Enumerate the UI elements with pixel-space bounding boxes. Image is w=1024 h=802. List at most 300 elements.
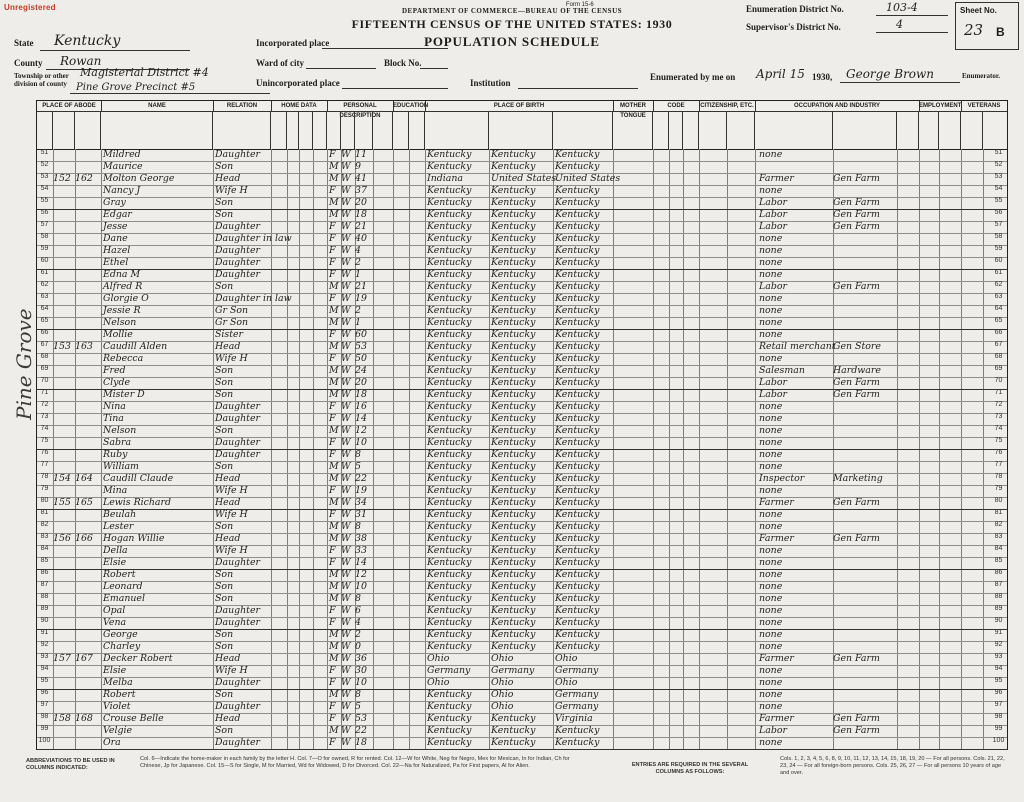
line-number-right: 73 — [994, 413, 1003, 420]
supervisor-label: Supervisor's District No. — [746, 22, 841, 32]
mother-cell: Ohio — [555, 677, 578, 688]
line-number: 70 — [40, 377, 49, 384]
line-number-right: 92 — [994, 641, 1003, 648]
age-cell: 16 — [355, 401, 367, 412]
line-number: 86 — [40, 569, 49, 576]
sex-cell: F — [329, 185, 336, 196]
occupation-cell: none — [759, 521, 783, 532]
footer-entries-title: ENTRIES ARE REQUIRED IN THE SEVERAL COLUMNS AS FOLLOWS: — [631, 762, 749, 775]
header-column-rule — [408, 111, 409, 149]
race-cell: W — [341, 293, 351, 304]
father-cell: Kentucky — [491, 533, 536, 544]
sex-cell: M — [329, 197, 339, 208]
sex-cell: M — [329, 473, 339, 484]
line-number: 91 — [40, 629, 49, 636]
ward-underline — [306, 68, 376, 69]
dwelling-cell — [53, 665, 75, 677]
age-cell: 18 — [355, 209, 367, 220]
line-number: 61 — [40, 269, 49, 276]
name-cell: Nancy J — [103, 185, 141, 196]
line-number: 88 — [40, 593, 49, 600]
sex-cell: F — [329, 257, 336, 268]
industry-cell: Gen Farm — [833, 197, 880, 208]
incorporated-label: Incorporated place — [256, 38, 330, 48]
enumerator-label: Enumerator. — [962, 72, 1001, 80]
dwelling-cell — [53, 317, 75, 329]
relation-cell: Daughter — [215, 617, 260, 628]
dwelling-cell: 155 — [53, 497, 71, 508]
sex-cell: F — [329, 509, 336, 520]
name-cell: Mina — [103, 485, 128, 496]
sex-cell: F — [329, 701, 336, 712]
name-cell: William — [103, 461, 139, 472]
mother-cell: Kentucky — [555, 365, 600, 376]
header-column-rule — [74, 111, 75, 149]
group-code: CODE — [653, 101, 700, 112]
relation-cell: Daughter — [215, 245, 260, 256]
line-number-right: 86 — [994, 569, 1003, 576]
mother-cell: Kentucky — [555, 569, 600, 580]
relation-cell: Son — [215, 593, 234, 604]
race-cell: W — [341, 569, 351, 580]
header-column-rule — [982, 111, 983, 149]
birth-cell: Kentucky — [427, 713, 472, 724]
industry-cell — [833, 581, 895, 593]
line-number: 52 — [40, 161, 49, 168]
relation-cell: Son — [215, 581, 234, 592]
header-column-rule — [354, 111, 355, 149]
relation-cell: Wife H — [215, 485, 248, 496]
industry-cell: Gen Farm — [833, 725, 880, 736]
line-number-right: 82 — [994, 521, 1003, 528]
industry-cell: Gen Farm — [833, 533, 880, 544]
name-cell: Charley — [103, 641, 141, 652]
group-personal-description: PERSONAL DESCRIPTION — [327, 101, 394, 112]
mother-cell: Germany — [555, 665, 599, 676]
name-cell: Lester — [103, 521, 134, 532]
sex-cell: F — [329, 665, 336, 676]
father-cell: Kentucky — [491, 149, 536, 160]
header-column-rule — [286, 111, 287, 149]
occupation-cell: Labor — [759, 281, 787, 292]
industry-cell — [833, 629, 895, 641]
line-number: 89 — [40, 605, 49, 612]
family-cell — [75, 581, 99, 593]
line-number: 81 — [40, 509, 49, 516]
name-cell: Della — [103, 545, 128, 556]
line-number: 57 — [40, 221, 49, 228]
name-cell: Elsie — [103, 557, 127, 568]
line-number-right: 81 — [994, 509, 1003, 516]
line-number: 94 — [40, 665, 49, 672]
birth-cell: Kentucky — [427, 377, 472, 388]
dwelling-cell — [53, 185, 75, 197]
birth-cell: Kentucky — [427, 425, 472, 436]
unincorporated-label: Unincorporated place — [256, 78, 340, 88]
race-cell: W — [341, 149, 351, 160]
occupation-cell: none — [759, 293, 783, 304]
family-cell — [75, 245, 99, 257]
name-cell: Dane — [103, 233, 128, 244]
race-cell: W — [341, 185, 351, 196]
industry-cell — [833, 353, 895, 365]
birth-cell: Kentucky — [427, 281, 472, 292]
birth-cell: Ohio — [427, 677, 450, 688]
sex-cell: F — [329, 149, 336, 160]
family-cell — [75, 377, 99, 389]
age-cell: 21 — [355, 281, 367, 292]
line-number-right: 83 — [994, 533, 1003, 540]
line-number-right: 66 — [994, 329, 1003, 336]
header-column-rule — [960, 111, 961, 149]
group-place-of-abode: PLACE OF ABODE — [37, 101, 102, 112]
race-cell: W — [341, 485, 351, 496]
dwelling-cell — [53, 257, 75, 269]
line-number: 63 — [40, 293, 49, 300]
group-occupation: OCCUPATION AND INDUSTRY — [755, 101, 920, 112]
industry-cell — [833, 461, 895, 473]
line-number: 80 — [40, 497, 49, 504]
line-number: 51 — [40, 149, 49, 156]
race-cell: W — [341, 341, 351, 352]
family-cell — [75, 317, 99, 329]
name-cell: Glorgie O — [103, 293, 149, 304]
sex-cell: M — [329, 305, 339, 316]
mother-cell: Kentucky — [555, 185, 600, 196]
father-cell: Kentucky — [491, 185, 536, 196]
dwelling-cell — [53, 269, 75, 281]
mother-cell: Kentucky — [555, 545, 600, 556]
mother-cell: Kentucky — [555, 149, 600, 160]
race-cell: W — [341, 653, 351, 664]
dwelling-cell — [53, 209, 75, 221]
age-cell: 20 — [355, 377, 367, 388]
dwelling-cell: 154 — [53, 473, 71, 484]
birth-cell: Kentucky — [427, 185, 472, 196]
father-cell: Kentucky — [491, 389, 536, 400]
birth-cell: Kentucky — [427, 641, 472, 652]
line-number-right: 100 — [992, 737, 1005, 744]
sex-cell: M — [329, 461, 339, 472]
line-number: 53 — [40, 173, 49, 180]
occupation-cell: Farmer — [759, 533, 794, 544]
header-column-rule — [896, 111, 897, 149]
race-cell: W — [341, 269, 351, 280]
line-number-right: 56 — [994, 209, 1003, 216]
mother-cell: Kentucky — [555, 197, 600, 208]
relation-cell: Wife H — [215, 185, 248, 196]
age-cell: 36 — [355, 653, 367, 664]
race-cell: W — [341, 317, 351, 328]
dwelling-cell — [53, 701, 75, 713]
occupation-cell: none — [759, 509, 783, 520]
block-underline — [420, 68, 448, 69]
sex-cell: F — [329, 545, 336, 556]
race-cell: W — [341, 209, 351, 220]
group-home-data: HOME DATA — [271, 101, 328, 112]
relation-cell: Daughter in law — [215, 293, 292, 304]
sex-cell: M — [329, 653, 339, 664]
mother-cell: Kentucky — [555, 161, 600, 172]
line-number: 76 — [40, 449, 49, 456]
family-cell — [75, 293, 99, 305]
occupation-cell: none — [759, 461, 783, 472]
header-column-rule — [698, 111, 699, 149]
father-cell: Kentucky — [491, 365, 536, 376]
line-number-right: 98 — [994, 713, 1003, 720]
name-cell: Beulah — [103, 509, 137, 520]
line-number-right: 77 — [994, 461, 1003, 468]
dwelling-cell — [53, 521, 75, 533]
sex-cell: M — [329, 341, 339, 352]
father-cell: Kentucky — [491, 521, 536, 532]
age-cell: 14 — [355, 557, 367, 568]
watermark-stamp: Unregistered — [4, 3, 56, 12]
dwelling-cell — [53, 581, 75, 593]
magisterial-district: Magisterial District #4 — [80, 66, 209, 79]
mother-cell: Kentucky — [555, 281, 600, 292]
birth-cell: Kentucky — [427, 197, 472, 208]
father-cell: Ohio — [491, 701, 514, 712]
age-cell: 5 — [355, 701, 361, 712]
mother-cell: Kentucky — [555, 293, 600, 304]
sex-cell: M — [329, 689, 339, 700]
enumerator-underline — [840, 82, 960, 83]
sex-cell: M — [329, 389, 339, 400]
sex-cell: F — [329, 449, 336, 460]
race-cell: W — [341, 437, 351, 448]
line-number: 96 — [40, 689, 49, 696]
father-cell: Kentucky — [491, 305, 536, 316]
line-number: 62 — [40, 281, 49, 288]
occupation-cell: none — [759, 257, 783, 268]
relation-cell: Head — [215, 653, 241, 664]
father-cell: Kentucky — [491, 221, 536, 232]
header-column-rule — [52, 111, 53, 149]
father-cell: Kentucky — [491, 401, 536, 412]
header-column-rule — [392, 111, 393, 149]
relation-cell: Head — [215, 497, 241, 508]
occupation-cell: none — [759, 317, 783, 328]
footer-entries: Cols. 1, 2, 3, 4, 5, 6, 8, 9, 10, 11, 12, 13, 14, 15, 18, 19, 20 — For all persons. Cols. 21, 22, 23, 24 — For all foreign-born persons. Cols. 25, 26, 27 — For all persons 10 years of age and over. — [780, 756, 1005, 776]
mother-cell: Kentucky — [555, 629, 600, 640]
occupation-cell: none — [759, 641, 783, 652]
line-number-right: 90 — [994, 617, 1003, 624]
institution-label: Institution — [470, 78, 511, 88]
group-employment: EMPLOYMENT — [919, 101, 962, 112]
relation-cell: Daughter — [215, 257, 260, 268]
relation-cell: Wife H — [215, 509, 248, 520]
industry-cell — [833, 605, 895, 617]
race-cell: W — [341, 197, 351, 208]
name-cell: Jessie R — [103, 305, 141, 316]
industry-cell — [833, 449, 895, 461]
age-cell: 53 — [355, 713, 367, 724]
father-cell: United States — [491, 173, 557, 184]
line-number: 77 — [40, 461, 49, 468]
relation-cell: Son — [215, 641, 234, 652]
birth-cell: Kentucky — [427, 737, 472, 748]
line-number: 97 — [40, 701, 49, 708]
race-cell: W — [341, 665, 351, 676]
name-cell: Caudill Alden — [103, 341, 168, 352]
birth-cell: Kentucky — [427, 581, 472, 592]
industry-cell — [833, 293, 895, 305]
race-cell: W — [341, 413, 351, 424]
relation-cell: Son — [215, 209, 234, 220]
father-cell: Kentucky — [491, 497, 536, 508]
family-cell — [75, 569, 99, 581]
birth-cell: Kentucky — [427, 209, 472, 220]
race-cell: W — [341, 473, 351, 484]
occupation-cell: none — [759, 353, 783, 364]
line-number-right: 97 — [994, 701, 1003, 708]
birth-cell: Kentucky — [427, 557, 472, 568]
father-cell: Kentucky — [491, 581, 536, 592]
mother-cell: Kentucky — [555, 497, 600, 508]
industry-cell — [833, 149, 895, 161]
dwelling-cell — [53, 593, 75, 605]
county-label: County — [14, 58, 43, 68]
sex-cell: M — [329, 425, 339, 436]
age-cell: 10 — [355, 581, 367, 592]
sex-cell: M — [329, 377, 339, 388]
township-value: Pine Grove Precinct #5 — [76, 82, 196, 93]
father-cell: Kentucky — [491, 209, 536, 220]
relation-cell: Gr Son — [215, 305, 249, 316]
line-number-right: 79 — [994, 485, 1003, 492]
mother-cell: Kentucky — [555, 473, 600, 484]
industry-cell — [833, 317, 895, 329]
occupation-cell: none — [759, 425, 783, 436]
relation-cell: Daughter — [215, 221, 260, 232]
age-cell: 8 — [355, 593, 361, 604]
header-column-rule — [372, 111, 373, 149]
family-cell — [75, 449, 99, 461]
birth-cell: Kentucky — [427, 305, 472, 316]
name-cell: Gray — [103, 197, 126, 208]
father-cell: Kentucky — [491, 341, 536, 352]
birth-cell: Kentucky — [427, 725, 472, 736]
line-number-right: 57 — [994, 221, 1003, 228]
line-number-right: 69 — [994, 365, 1003, 372]
occupation-cell: none — [759, 629, 783, 640]
mother-cell: Kentucky — [555, 317, 600, 328]
line-number-right: 93 — [994, 653, 1003, 660]
age-cell: 31 — [355, 509, 367, 520]
industry-cell — [833, 617, 895, 629]
name-cell: Rebecca — [103, 353, 144, 364]
father-cell: Germany — [491, 665, 535, 676]
sex-cell: M — [329, 569, 339, 580]
line-number-right: 71 — [994, 389, 1003, 396]
father-cell: Kentucky — [491, 617, 536, 628]
father-cell: Kentucky — [491, 449, 536, 460]
mother-cell: Kentucky — [555, 269, 600, 280]
age-cell: 8 — [355, 689, 361, 700]
race-cell: W — [341, 689, 351, 700]
industry-cell: Gen Store — [833, 341, 881, 352]
industry-cell — [833, 305, 895, 317]
relation-cell: Wife H — [215, 353, 248, 364]
mother-cell: Germany — [555, 701, 599, 712]
sex-cell: F — [329, 737, 336, 748]
dwelling-cell — [53, 725, 75, 737]
line-number: 54 — [40, 185, 49, 192]
race-cell: W — [341, 629, 351, 640]
name-cell: Sabra — [103, 437, 132, 448]
occupation-cell: Labor — [759, 209, 787, 220]
line-number-right: 67 — [994, 341, 1003, 348]
father-cell: Kentucky — [491, 161, 536, 172]
sex-cell: F — [329, 233, 336, 244]
father-cell: Kentucky — [491, 569, 536, 580]
family-cell — [75, 485, 99, 497]
dwelling-cell — [53, 245, 75, 257]
dwelling-cell — [53, 437, 75, 449]
family-cell — [75, 305, 99, 317]
race-cell: W — [341, 497, 351, 508]
birth-cell: Kentucky — [427, 233, 472, 244]
family-cell — [75, 185, 99, 197]
occupation-cell: none — [759, 677, 783, 688]
enumerated-label: Enumerated by me on — [650, 72, 736, 82]
birth-cell: Kentucky — [427, 317, 472, 328]
birth-cell: Kentucky — [427, 617, 472, 628]
footer — [0, 752, 1024, 802]
race-cell: W — [341, 737, 351, 748]
industry-cell — [833, 257, 895, 269]
name-cell: Alfred R — [103, 281, 143, 292]
birth-cell: Kentucky — [427, 149, 472, 160]
family-cell — [75, 725, 99, 737]
line-number: 85 — [40, 557, 49, 564]
line-number: 64 — [40, 305, 49, 312]
group-veterans: VETERANS — [961, 101, 1007, 112]
race-cell: W — [341, 545, 351, 556]
form-number: Form 15-6 — [566, 2, 594, 8]
father-cell: Kentucky — [491, 605, 536, 616]
family-cell — [75, 665, 99, 677]
dwelling-cell — [53, 293, 75, 305]
occupation-cell: Farmer — [759, 173, 794, 184]
sex-cell: F — [329, 713, 336, 724]
line-number: 58 — [40, 233, 49, 240]
relation-cell: Daughter — [215, 737, 260, 748]
name-cell: Velgie — [103, 725, 133, 736]
name-cell: Ora — [103, 737, 121, 748]
family-cell — [75, 617, 99, 629]
family-cell — [75, 677, 99, 689]
header-column-rule — [298, 111, 299, 149]
race-cell: W — [341, 389, 351, 400]
group-education: EDUCATION — [393, 101, 426, 112]
race-cell: W — [341, 173, 351, 184]
mother-cell: United States — [555, 173, 621, 184]
line-number: 74 — [40, 425, 49, 432]
township-label: Township or other division of county — [14, 72, 69, 88]
mother-cell: Kentucky — [555, 377, 600, 388]
sheet-value: 23 — [964, 21, 984, 39]
occupation-cell: none — [759, 557, 783, 568]
industry-cell — [833, 521, 895, 533]
race-cell: W — [341, 365, 351, 376]
group-name: NAME — [101, 101, 214, 112]
dwelling-cell — [53, 305, 75, 317]
relation-cell: Son — [215, 725, 234, 736]
occupation-cell: none — [759, 149, 783, 160]
name-cell: Lewis Richard — [103, 497, 172, 508]
